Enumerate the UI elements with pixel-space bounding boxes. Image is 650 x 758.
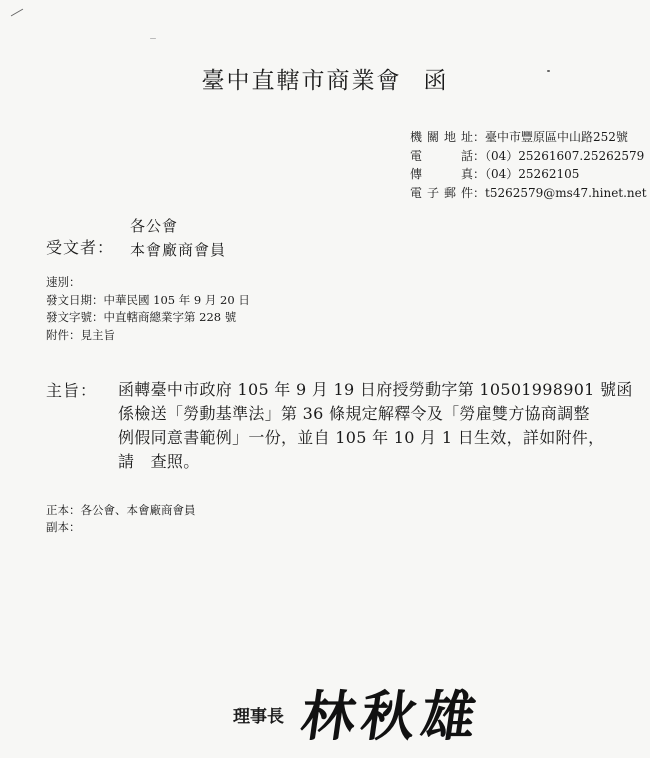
- signatory-seal-name: 林秋雄: [297, 685, 486, 748]
- phone-label: 電 話: [410, 148, 473, 163]
- subject-body: [118, 378, 650, 474]
- fax-label: 傳 真: [410, 167, 473, 181]
- email-row: 電子郵件：t5262579@ms47.hinet.net: [410, 184, 647, 203]
- carbon-copy-label: 副本：: [46, 520, 81, 534]
- recipient-label: 受文者：: [46, 238, 115, 257]
- signatory-title: 理事長: [233, 707, 284, 727]
- bleed-through-text: [142, 186, 232, 201]
- phone-value: （04）25261607.25262579: [485, 148, 645, 163]
- subject-line: 函轉臺中市政府 105 年 9 月 19 日府授勞動字第 10501998901 號函: [118, 380, 633, 399]
- issue-date-label: 發文日期：: [46, 292, 104, 307]
- address-block: [410, 128, 647, 202]
- issuer-name: 臺中直轄市商業會: [201, 68, 402, 94]
- speed-row: [46, 274, 250, 292]
- recipient-list: [130, 214, 226, 262]
- subject-label: 主旨：: [46, 381, 98, 400]
- carbon-copy-row: [46, 519, 196, 536]
- attachment-label: 附件：: [46, 327, 81, 342]
- subject-line: 請 查照。: [118, 452, 200, 471]
- subject-line: 例假同意書範例」一份，並自 105 年 10 月 1 日生效，詳如附件，: [118, 428, 605, 447]
- fax-value: （04）25262105: [485, 167, 580, 181]
- document-type: 函: [423, 68, 449, 94]
- phone-row: 電 話：（04）25261607.25262579: [410, 147, 647, 166]
- attachment-row: [46, 327, 250, 345]
- document-meta: [46, 274, 250, 344]
- speed-label: 速別：: [46, 275, 81, 289]
- scan-speck: [11, 9, 24, 17]
- address-value: 臺中市豐原區中山路252號: [485, 130, 628, 144]
- doc-number-row: [46, 309, 250, 327]
- email-label: 電子郵件: [410, 185, 473, 200]
- email-value: t5262579@ms47.hinet.net: [485, 185, 647, 200]
- original-copy-row: [46, 502, 196, 519]
- doc-number-label: 發文字號：: [46, 310, 104, 324]
- fax-row: 傳 真：（04）25262105: [410, 165, 647, 184]
- address-label: 機關地址: [410, 130, 473, 144]
- subject-line: 係檢送「勞動基準法」第 36 條規定解釋令及「勞雇雙方協商調整: [118, 404, 590, 423]
- recipient-item: 各公會: [130, 217, 179, 235]
- attachment-value: 見主旨: [80, 327, 115, 342]
- address-row: 機關地址：臺中市豐原區中山路252號: [410, 128, 647, 147]
- recipient-item: 本會廠商會員: [130, 241, 227, 259]
- original-copy-label: 正本：: [46, 503, 81, 517]
- issue-date-value: 中華民國 105 年 9 月 20 日: [103, 292, 250, 307]
- doc-number-value: 中直轄商總業字第 228 號: [103, 310, 237, 324]
- scan-speck: [150, 38, 156, 39]
- issue-date-row: [46, 292, 250, 310]
- document-title: [0, 62, 650, 95]
- original-copy-value: 各公會、本會廠商會員: [80, 503, 196, 517]
- distribution-list: [46, 502, 196, 536]
